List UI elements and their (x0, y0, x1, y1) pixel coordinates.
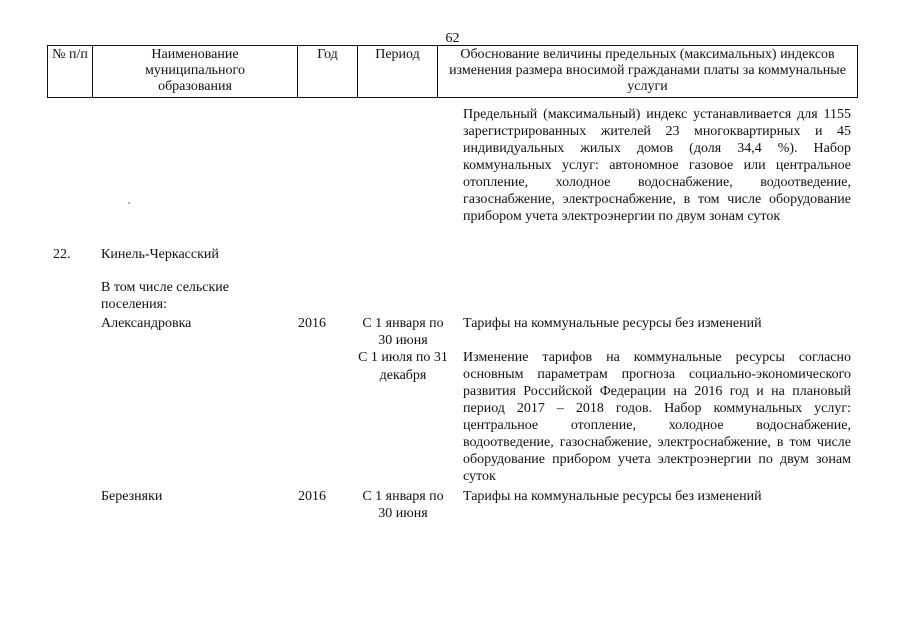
continued-justification-text: Предельный (максимальный) индекс устанавливается для 1155 зарегистрированных жителей 23 многоквартирных и 45 индивидуальных жилых домов (доля 34,4 %). Набор коммунальных услуг: автономное газовое или центральное отопление, холодное водоснабжение, водоотведение, газоснабжение, электроснабжение, в том числе оборудование прибором учета электроэнергии по двум зонам суток (463, 107, 851, 224)
header-justification-label: Обоснование величины предельных (максимальных) индексов изменения размера вносимой гражданами платы за коммунальные услуги (449, 47, 846, 94)
year-cell: 2016 (298, 316, 326, 331)
municipality-name: Кинель-Черкасский (101, 247, 219, 262)
settlement-name: Александровка (101, 316, 192, 331)
settlement-name: Березняки (101, 489, 163, 504)
header-cell-period (358, 46, 438, 98)
year-cell: 2016 (298, 489, 326, 504)
justification-cell: Тарифы на коммунальные ресурсы без изменений (463, 316, 762, 331)
period-cell: С 1 июля по 31 декабря (358, 350, 448, 383)
table-header-row (48, 46, 858, 98)
period-cell: С 1 января по 30 июня (362, 489, 444, 521)
header-cell-municipality (93, 46, 298, 98)
header-number-label: № п/п (52, 47, 88, 62)
justification-cell: Изменение тарифов на коммунальные ресурсы согласно основным параметрам прогноза социально-экономического развития Российской Федерации на 2016 год и на плановый период 2017 – 2018 годов. Набор коммунальных услуг: центральное отопление, холодное водоснабжение, водоотведение, газоснабжение, электроснабжение, в том числе оборудование прибором учета электроэнергии по двум зонам суток (463, 350, 851, 484)
header-cell-year (298, 46, 358, 98)
row-number: 22. (53, 247, 71, 262)
header-cell-justification (438, 46, 858, 98)
header-cell-number (48, 46, 93, 98)
table-header (47, 45, 858, 98)
header-year-label: Год (317, 47, 338, 62)
header-period-label: Период (375, 47, 420, 62)
header-municipality-label: Наименование муниципального образования (145, 47, 245, 94)
subheading-rural-settlements: В том числе сельские поселения: (101, 280, 230, 312)
period-cell: С 1 января по 30 июня (362, 316, 444, 348)
scan-speck (128, 202, 130, 204)
justification-cell: Тарифы на коммунальные ресурсы без изменений (463, 489, 762, 504)
page-number: 62 (445, 31, 460, 46)
